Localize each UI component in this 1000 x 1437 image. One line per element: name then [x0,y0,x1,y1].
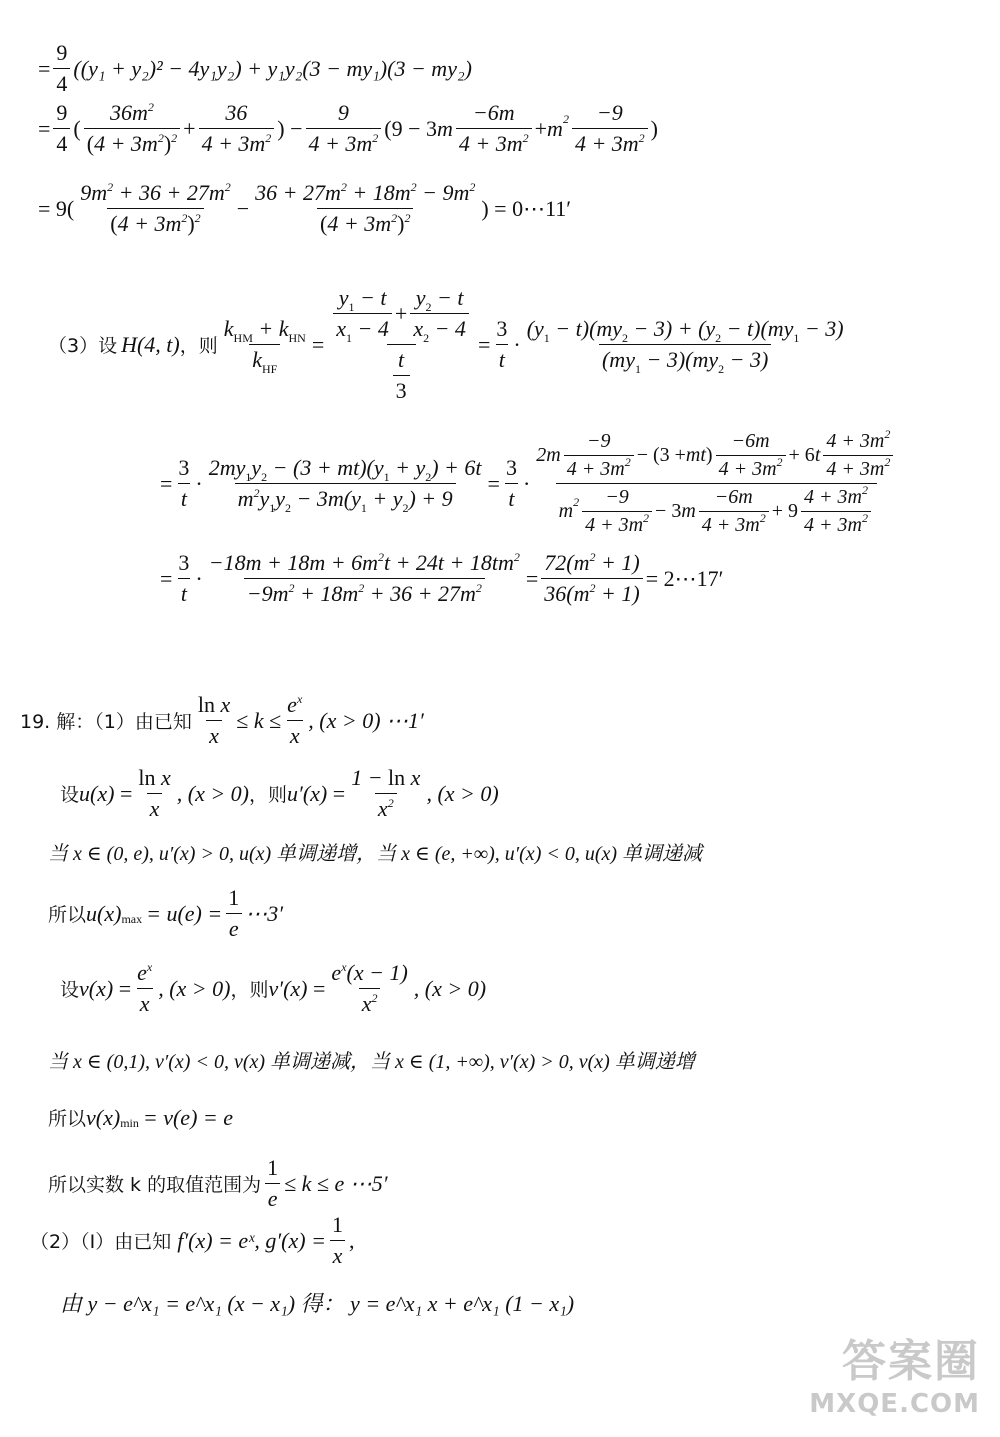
part3-then: ，则 [179,335,218,357]
u-max-tail: ⋯3′ [245,900,284,926]
u-monotonic-text: 当 x ∈ (0, e), u′(x) > 0, u(x) 单调递增，当 x ∈ (e, +∞), u′(x) < 0, u(x) 单调递减 [48,843,703,865]
u-max-sub: max [121,912,143,926]
k-range-tail: ≤ k ≤ e ⋯5′ [284,1170,388,1196]
v-min-expr: v(x) [86,1104,121,1130]
u-then-label: ，则 [249,784,288,806]
v-set-label: 设 [60,979,80,1001]
watermark-line2: MXQE.COM [809,1389,980,1419]
equation-line-3: = 9( $\frac{9m^2 + 36 + 27m^2}{(4 + 3m^2)^2}$ − $\frac{36 + 27m^2 + 18m^2 - 9m^2}{(4 + 3m^2)^2}$ ) = 0⋯11′ [38,180,572,236]
equation-line-2: = $\frac{9}{4}$ ( $\frac{36m^2}{(4 + 3m^2)^2}$ + $\frac{36}{4 + 3m^2}$ ) − $\frac{9}{4 + 3m^2}$ (9 − 3 m $\frac{-6m}{4 + 3m^2}$ + m 2 $\frac{-9}{4 + 3m^2}$ ) [38,100,658,156]
part2-expr: f′(x) = eˣ, g′(x) = [177,1227,326,1253]
part3-prefix: （3）设 [48,335,118,357]
u-monotonic-line [48,837,702,866]
part3-line-2: = $\frac{3}{t}$ · $\frac{2my_1y_2 - (3 + mt)(y_1 + y_2) + 6t}{m^2y_1y_2 - 3m(y_1 + y_2) + 9}$ = $\frac{3}{t}$ · 2m $\frac{-9}{4 + 3m^2}$ − (3 + mt ) $\frac{-6m}{4 + 3m^2}$ + 6 t $\frac{4 + 3m^2}{4 + 3m^2}$ m 2 $\frac{-9}{4 + 3m^2}$ − 3 m $\frac{-6m}{4 + 3m^2}$ + 9 $\frac{4 + 3m^2}{4 + 3m^2}$ [160,430,902,537]
watermark-line1: 答案圈 [842,1336,980,1387]
part2-heading: （2）（Ⅰ）由已知 [30,1231,172,1253]
equation-line-3-tail: ) = 0⋯11′ [481,195,572,221]
v-min-sub: min [120,1116,139,1130]
v-then-label: ，则 [230,979,269,1001]
watermark-logo [809,1325,980,1419]
q19-tail: , (x > 0) ⋯1′ [308,707,424,733]
part3-line-3: = $\frac{3}{t}$ · $\frac{-18m + 18m + 6m^2t + 24t + 18tm^2}{-9m^2 + 18m^2 + 36 + 27m^2}$ = $\frac{72(m^2 + 1)}{36(m^2 + 1)}$ = 2⋯17′ [160,550,724,606]
part3-H: H(4, t) [121,331,180,357]
v-def-line: 设 v(x) = $\frac{e^x}{x}$ , (x > 0) ，则 v′(x) = $\frac{e^x(x - 1)}{x^2}$ , (x > 0) [60,960,487,1016]
part2-line: （2）（Ⅰ）由已知 f′(x) = eˣ, g′(x) = $\frac{1}{x}$ , [30,1212,355,1268]
tangent-line [60,1287,574,1318]
u-max-prefix: 所以 [48,904,87,926]
u-set-label: 设 [60,784,80,806]
q19-heading: 19. 解：（1）由已知 [20,711,192,733]
k-range-line: 所以实数 k 的取值范围为 $\frac{1}{e}$ ≤ k ≤ e ⋯5′ [48,1155,388,1211]
v-min-line [48,1104,233,1131]
v-monotonic-text: 当 x ∈ (0,1), v′(x) < 0, v(x) 单调递减，当 x ∈ (1, +∞), v′(x) > 0, v(x) 单调递增 [48,1051,695,1073]
equation-line-1-body: ((y₁ + y₂)² − 4y₁y₂) + y₁y₂(3 − my₁)(3 − my₂) [73,55,472,81]
tangent-text: 由 y − e^x₁ = e^x₁ (x − x₁) 得： y = e^x₁ x + e^x₁ (1 − x₁) [60,1291,575,1316]
u-def-line: 设 u(x) = $\frac{\text{ln x}}{x}$ , (x > 0) ，则 u′(x) = $\frac{\text{1 − ln x}}{x^2}$ , (x > 0) [60,765,499,821]
part3-result: = 2⋯17′ [645,565,724,591]
u-max-rest: = u(e) = [146,900,223,926]
equation-line-1: = $\frac{9}{4}$ ((y₁ + y₂)² − 4y₁y₂) + y₁y₂(3 − my₁)(3 − my₂) [38,40,472,96]
part3-line-1: （3）设 H(4, t) ，则 $\frac{k_{HM} + k_{HN}}{k_{HF}}$ = $\frac{y_1 - t}{x_1 - 4}$ + $\frac{y_2 - t}{x_2 - 4}$ $\frac{t}{3}$ = $\frac{3}{t}$ · $\frac{(y_1 - t)(my_2 - 3) + (y_2 - t)(my_1 - 3)}{(my_1 - 3)(my_2 - 3)}$ [48,285,844,403]
u-max-expr: u(x) [86,900,122,926]
q19-line-1: 19. 解：（1）由已知 $\frac{\text{ln x}}{x}$ ≤ k ≤ $\frac{e^x}{x}$ , (x > 0) ⋯1′ [20,692,424,748]
v-monotonic-line [48,1045,695,1074]
u-max-line: 所以 u(x) max = u(e) = $\frac{1}{e}$ ⋯3′ [48,885,284,941]
k-range-prefix: 所以实数 k 的取值范围为 [48,1174,262,1196]
v-min-rest: = v(e) = e [142,1104,234,1130]
v-min-prefix: 所以 [48,1108,87,1130]
